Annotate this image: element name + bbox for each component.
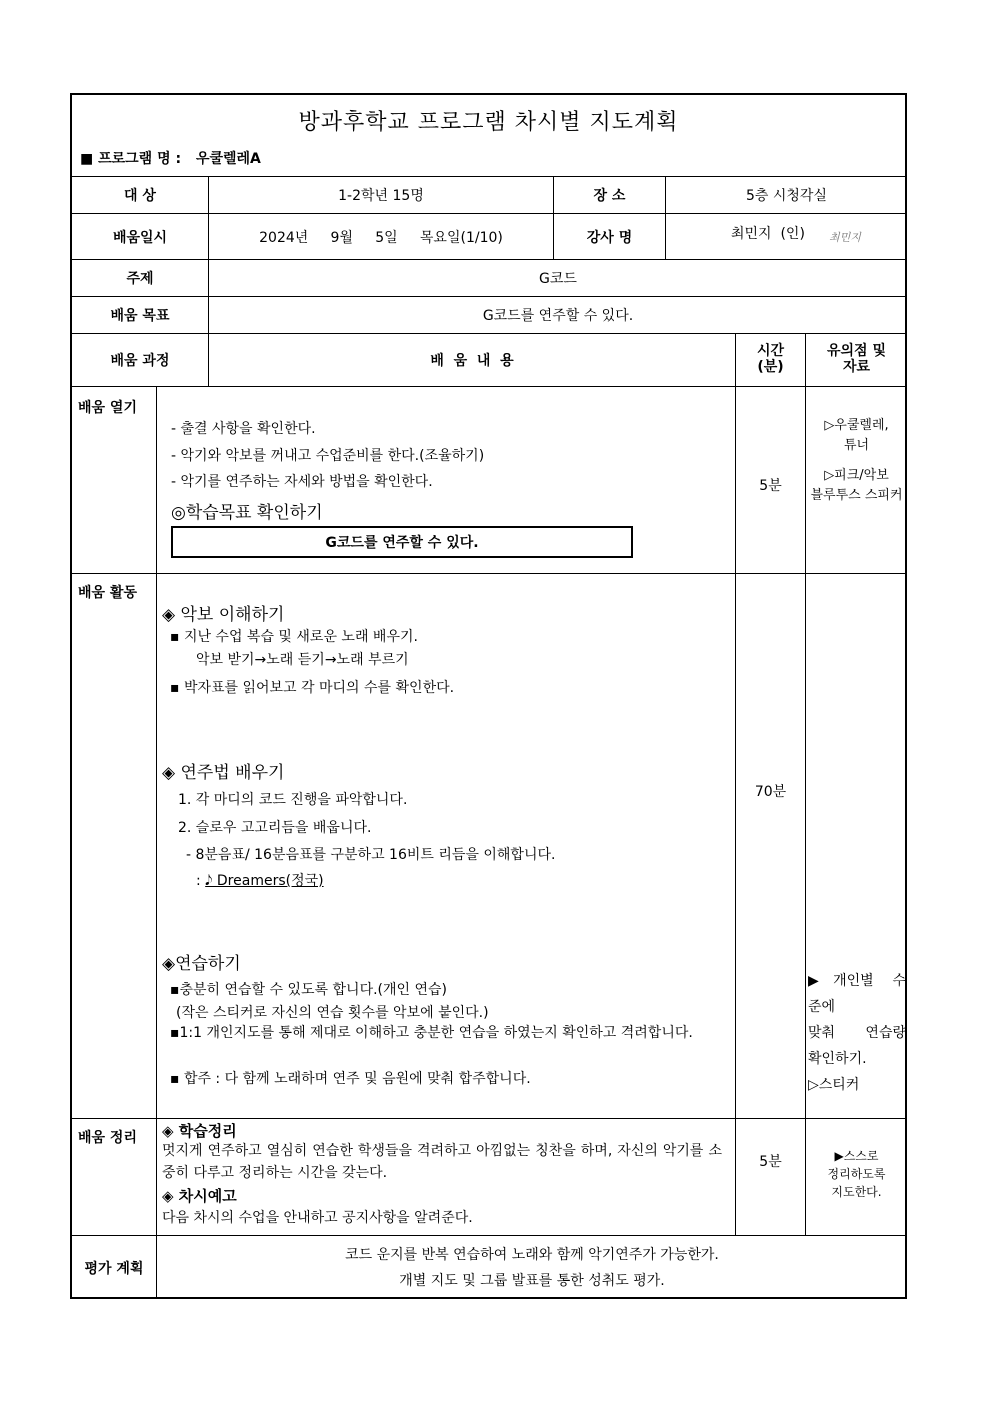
list-item: (작은 스티커로 자신의 연습 횟수를 악보에 붙인다.) [176, 1005, 489, 1021]
evaluation-line: 코드 운지를 반복 연습하여 노래와 함께 악기연주가 가능한가. [345, 1247, 719, 1263]
section-title-technique: ◈ 연주법 배우기 [162, 763, 285, 783]
program-name-label: ■ 프로그램 명 : [80, 151, 182, 167]
list-item: 악보 받기→노래 듣기→노래 부르기 [196, 652, 409, 668]
process-header: 배움 과정 [110, 353, 170, 369]
divider [72, 1235, 905, 1236]
open-time: 5분 [759, 478, 782, 494]
program-name-row [80, 148, 261, 168]
list-item: - 악기와 악보를 꺼내고 수업준비를 한다.(조율하기) [171, 448, 485, 464]
song-title: 𝅘𝅥𝅮 Dreamers(정국) [205, 873, 324, 889]
place-label: 장 소 [593, 187, 626, 204]
list-item: - 악기를 연주하는 자세와 방법을 확인한다. [171, 474, 433, 490]
teacher-value: 최민지 (인) [731, 226, 805, 242]
target-label: 대 상 [124, 187, 156, 204]
section-title-score: ◈ 악보 이해하기 [162, 605, 285, 625]
closing-time: 5분 [759, 1154, 782, 1170]
list-item: - 출결 사항을 확인한다. [171, 421, 316, 437]
target-value: 1-2학년 15명 [338, 187, 424, 204]
list-item: ▪1:1 개인지도를 통해 제대로 이해하고 충분한 연습을 하였는지 확인하고 격려합니다. [170, 1025, 693, 1041]
open-label: 배움 열기 [78, 400, 137, 416]
goal-box: G코드를 연주할 수 있다. [171, 526, 633, 558]
goal-value: G코드를 연주할 수 있다. [482, 308, 634, 324]
list-item: 1. 각 마디의 코드 진행을 파악합니다. [178, 792, 408, 808]
open-notes: ▷우쿨렐레, 튜너 ▷피크/악보 블루투스 스피커 [810, 418, 903, 503]
evaluation-line: 개별 지도 및 그룹 발표를 통한 성취도 평가. [399, 1273, 665, 1289]
closing-notes: ▶스스로 정리하도록 지도한다. [827, 1149, 886, 1199]
date-label: 배움일시 [112, 229, 168, 246]
divider [156, 386, 157, 1299]
list-item: 2. 슬로우 고고리듬을 배웁니다. [178, 820, 372, 836]
activity-label: 배움 활동 [78, 585, 137, 601]
activity-notes: ▶개인별 수 준에 맞춰 연습량 확인하기. ▷스티커 [808, 973, 906, 1093]
program-name-value: 우쿨렐레A [195, 151, 261, 167]
section-title-preview: ◈ 차시예고 [162, 1187, 237, 1205]
teacher-label: 강사 명 [586, 229, 633, 246]
list-item: ▪ 합주 : 다 함께 노래하며 연주 및 음원에 맞춰 합주합니다. [170, 1071, 531, 1087]
divider [72, 1118, 905, 1119]
list-item: ▪ 지난 수업 복습 및 새로운 노래 배우기. [170, 629, 418, 645]
page-title: 방과후학교 프로그램 차시별 지도계획 [298, 110, 679, 135]
evaluation-label: 평가 계획 [84, 1260, 144, 1277]
section-title-summary: ◈ 학습정리 [162, 1122, 237, 1140]
topic-label: 주제 [126, 271, 154, 287]
summary-text: 멋지게 연주하고 열심히 연습한 학생들을 격려하고 아낌없는 칭찬을 하며, 자신의 악기를 소중히 다루고 정리하는 시간을 갖는다. [162, 1143, 722, 1181]
teacher-signature: 최민지 [829, 231, 861, 244]
song-prefix: : [196, 873, 206, 889]
preview-text: 다음 차시의 수업을 안내하고 공지사항을 알려준다. [162, 1210, 473, 1226]
closing-label: 배움 정리 [78, 1130, 137, 1146]
notes-header: 유의점 및 자료 [827, 343, 886, 375]
place-value: 5층 시청각실 [746, 187, 827, 204]
goal-label: 배움 목표 [110, 308, 170, 324]
date-value: 2024년 9월 5일 목요일(1/10) [259, 229, 503, 246]
section-title-practice: ◈연습하기 [162, 954, 241, 974]
list-item: - 8분음표/ 16분음표를 구분하고 16비트 리듬을 이해합니다. [186, 847, 556, 863]
content-header: 배 움 내 용 [430, 353, 514, 369]
divider [72, 573, 905, 574]
activity-time: 70분 [754, 784, 787, 800]
divider [72, 386, 905, 387]
lesson-plan-table [70, 93, 907, 1299]
list-item: ▪ 박자표를 읽어보고 각 마디의 수를 확인한다. [170, 680, 455, 696]
time-header: 시간 (분) [756, 343, 785, 375]
goal-heading: ◎학습목표 확인하기 [171, 503, 323, 523]
song-row [196, 870, 324, 890]
list-item: ▪충분히 연습할 수 있도록 합니다.(개인 연습) [170, 982, 448, 998]
topic-value: G코드 [539, 271, 577, 287]
